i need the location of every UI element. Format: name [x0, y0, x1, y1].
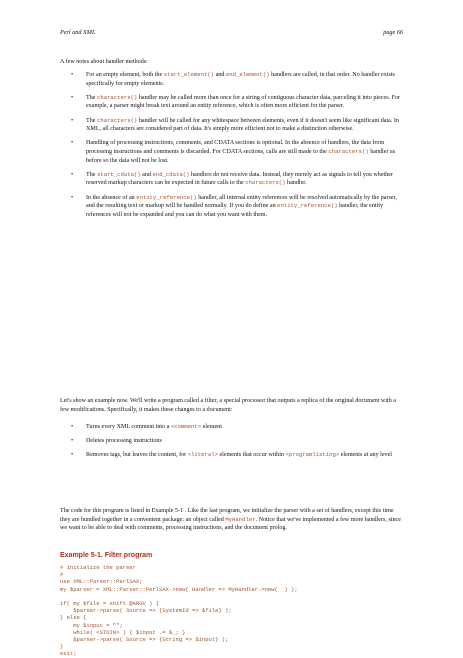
inline-code: MyHandler: [225, 515, 256, 523]
list-item: • Deletes processing instructions: [71, 438, 162, 445]
running-header-title: Perl and XML: [60, 29, 96, 36]
list-item: • Turns every XML comment into a <comment> element: [71, 423, 222, 430]
bullet-icon: •: [71, 194, 74, 201]
filter-changes-list: [60, 423, 402, 466]
inline-code: entity_reference(): [277, 202, 338, 210]
inline-code: characters(): [97, 116, 138, 124]
code-description-paragraph: The code for this program is listed in Example 5-1 . Like the last program, we initialize the parser with a set of handlers, except this time they are bundled together in a convenient package: an object called MyHandler. Notice that we've implemented a few more handlers, since we want to be able to deal with comments, processing instructions, and the document prolog.: [60, 508, 401, 532]
list-item: • The start_cdata() and end_cdata() handlers do not receive data. Instead, they merely act as signals to tell you whether reserved markup characters can be expected in future calls to the characters() handler.: [71, 170, 394, 187]
list-item: • Handling of processing instructions, comments, and CDATA sections is optional. In the absence of handlers, the data from processing instructions and comments is discarded. For CDATA sections, calls are still made to the characters() handler as before so the data will not be lost.: [71, 140, 396, 164]
handler-notes-list: [60, 71, 402, 225]
list-item: • Removes tags, but leaves the content, for <literal> elements that occur within <programlisting> elements at any level: [71, 451, 392, 459]
bullet-icon: •: [71, 94, 74, 101]
inline-code: characters(): [328, 147, 369, 155]
inline-code: start_cdata(): [97, 170, 141, 178]
inline-code: <literal>: [187, 451, 218, 459]
inline-code: start_element(): [163, 71, 215, 78]
list-item: • The characters() handler will be called for any whitespace between elements, even if it doesn't seem like significant data. In XML, all characters are considered part of data. It's simply more efficient not to make a distinction otherwise.: [71, 116, 399, 133]
inline-code: end_element(): [225, 71, 270, 78]
inline-code: <programlisting>: [285, 451, 340, 459]
list-item: • In the absence of an entity_reference() handler, all internal entity references will be resolved automatically by the parser, and the resulting text or markup will be handled normally. If you do define an entity_reference() handler, the entity references will not be expanded and you can do what you want with them.: [71, 193, 397, 218]
filter-intro-paragraph: Let's show an example now. We'll write a program called a filter, a special processor that outputs a replica of the original document with a few modifications. Specifically, it makes these changes to a document:: [60, 398, 396, 413]
list-item: • For an empty element, both the start_element() and end_element() handlers are called, in that order. No handler exists specifically for empty elements.: [71, 71, 395, 87]
inline-code: end_cdata(): [152, 170, 190, 178]
bullet-icon: •: [71, 171, 74, 178]
intro-paragraph: A few notes about handler methods:: [60, 59, 148, 65]
running-header-page-number: page 66: [383, 29, 403, 36]
bullet-icon: •: [71, 424, 74, 430]
bullet-icon: •: [71, 72, 74, 78]
bullet-icon: •: [71, 452, 74, 459]
bullet-icon: •: [71, 438, 74, 445]
inline-code: entity_reference(): [136, 193, 197, 201]
inline-code: characters(): [245, 179, 286, 187]
bullet-icon: •: [71, 140, 74, 147]
bullet-icon: •: [71, 117, 74, 124]
inline-code: characters(): [97, 93, 138, 101]
code-listing: # initialize the parser # use XML::Parser::PerlSAX; my $parser = XML::Parser::PerlSAX->new( Handler => MyHandler->new( ) ); if( my $file = shift @ARGV ) { $parser->parse( Source => {SystemId => $file} ); } else { my $input = ""; while( <STDIN> ) { $input .= $_; } $parser->parse( Source => {String => $input} ); } exit;: [60, 564, 298, 658]
list-item: • The characters() handler may be called more than once for a string of contiguous character data, parceling it into pieces. For example, a parser might break text around an entity reference, which is often more efficient for the parser.: [71, 93, 401, 110]
inline-code: <comment>: [170, 423, 202, 430]
example-caption: Example 5-1. Filter program: [60, 552, 153, 559]
